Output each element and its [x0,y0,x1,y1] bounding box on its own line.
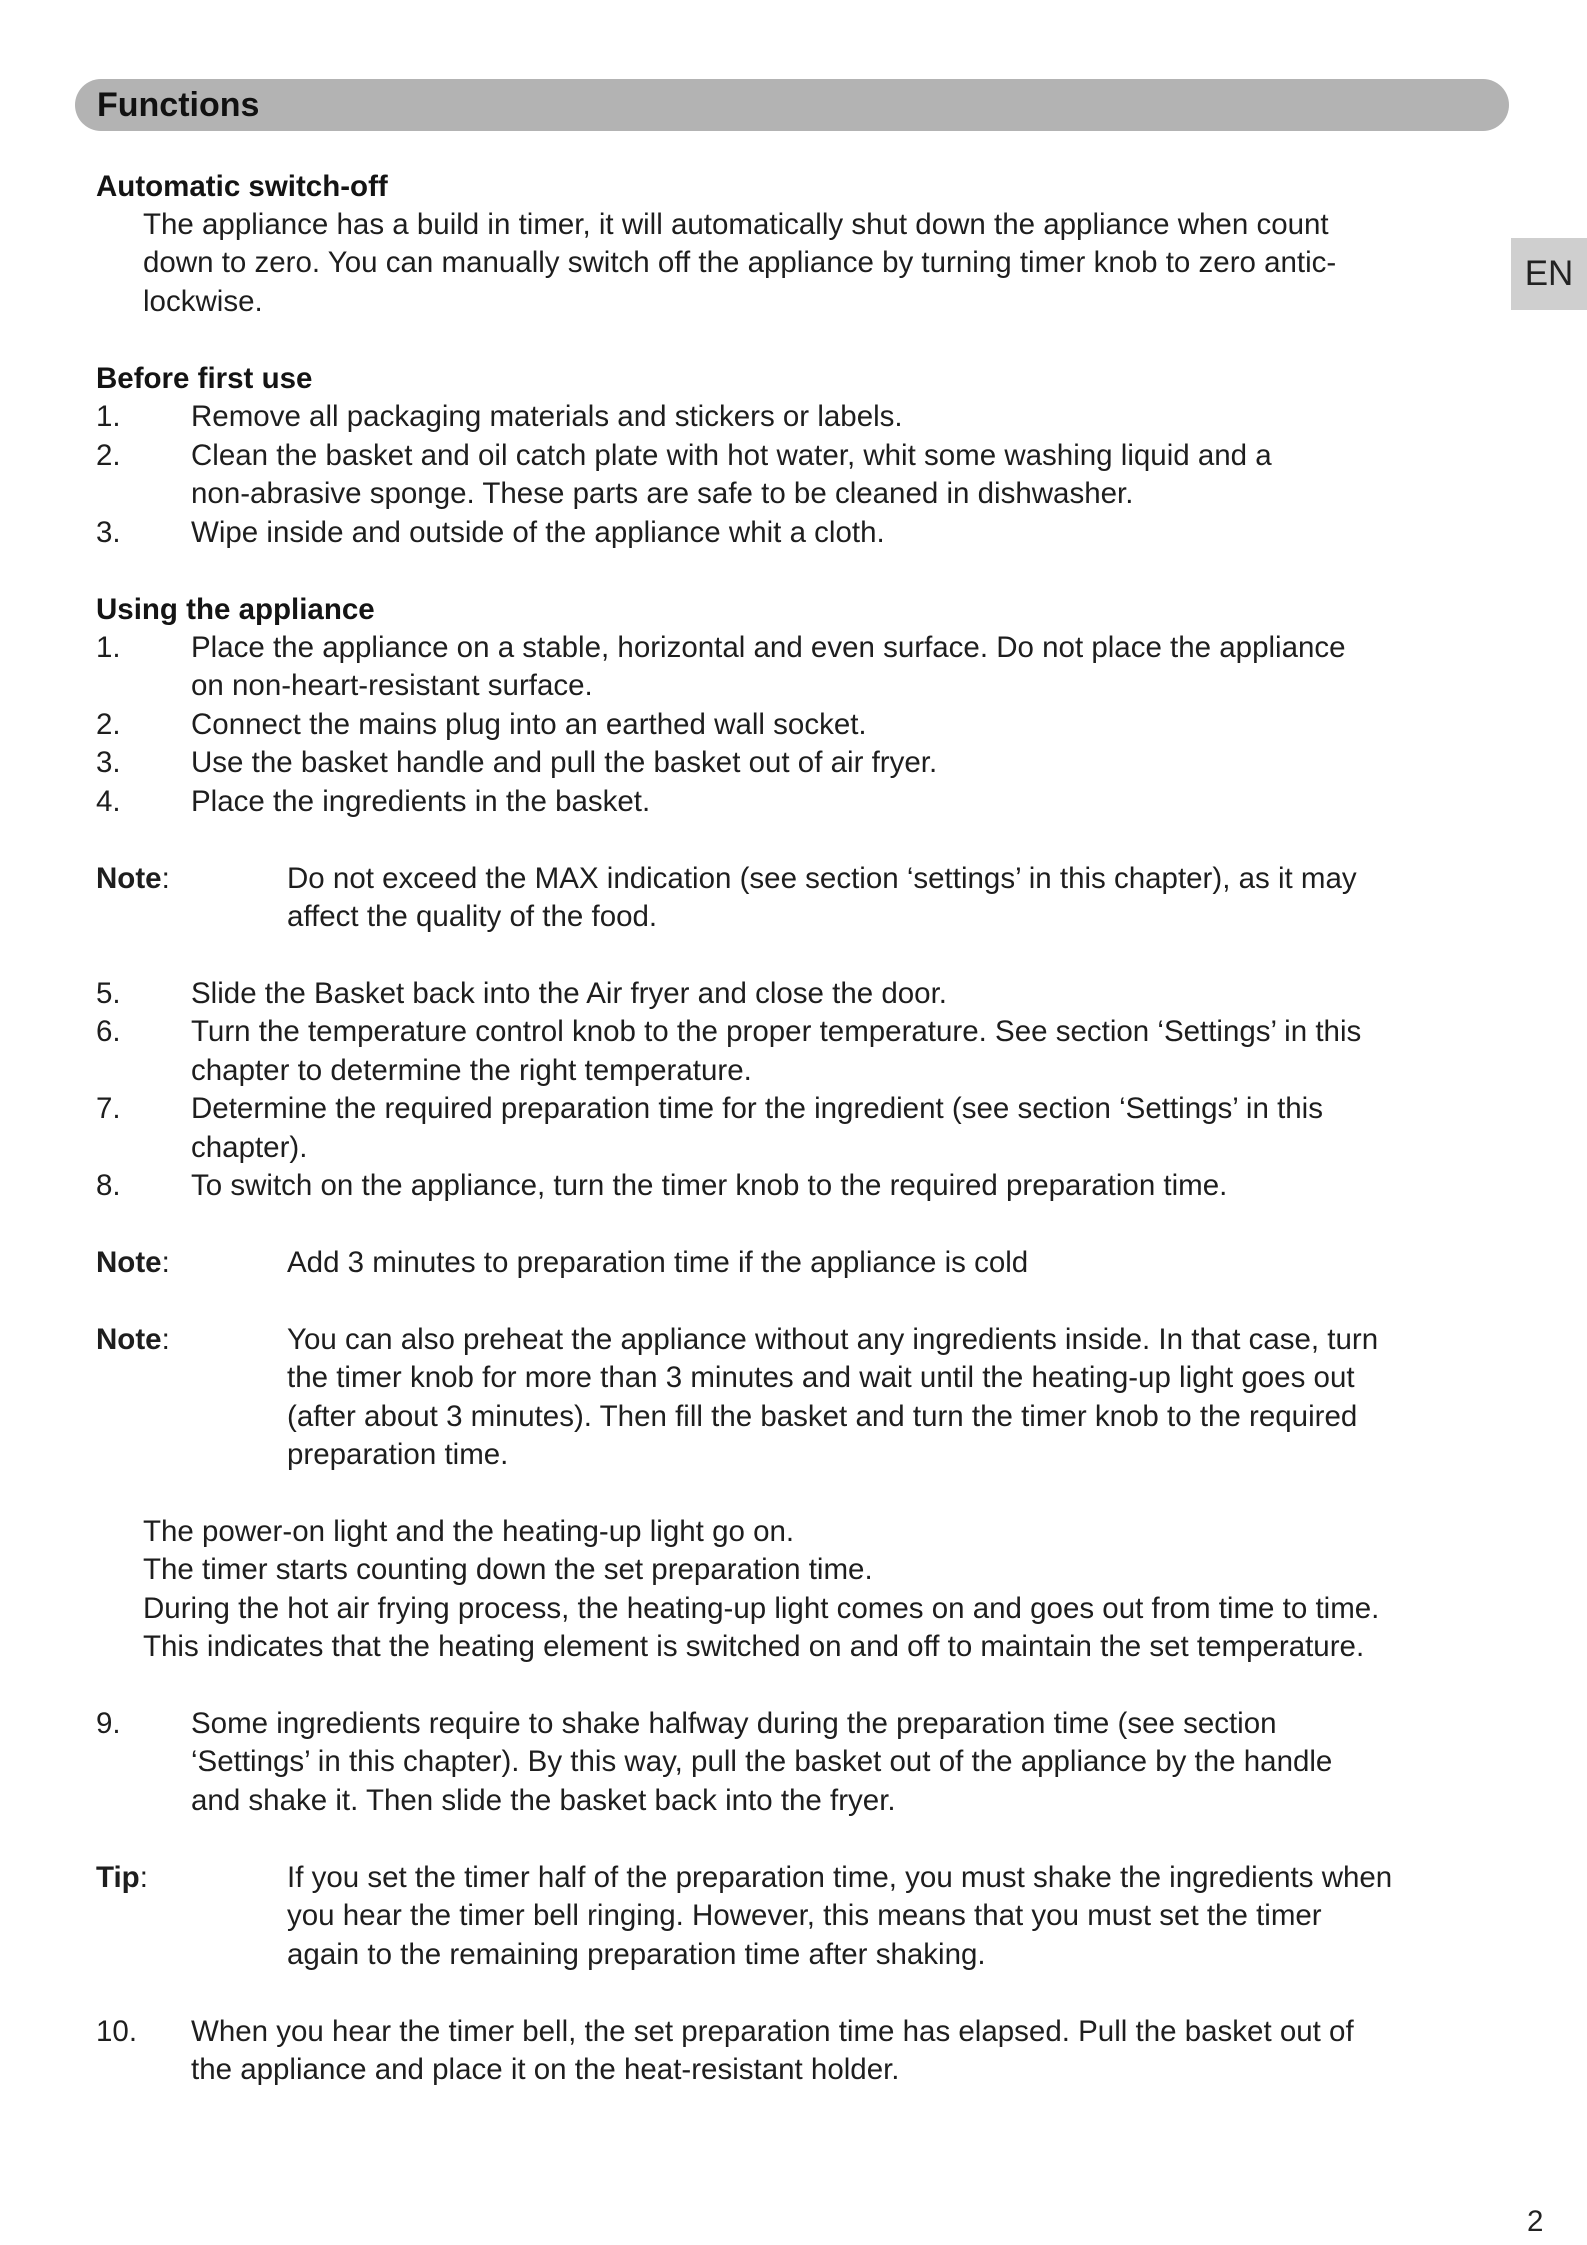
list-item-text: To switch on the appliance, turn the timer knob to the required preparation time. [191,1169,1228,1202]
note-label [96,860,170,899]
list-item-text: Place the appliance on a stable, horizontal and even surface. Do not place the appliance [191,631,1346,664]
list-number: 10. [96,2015,138,2048]
list-item-text: and shake it. Then slide the basket back into the fryer. [191,1784,896,1817]
note-label-colon: : [161,1246,170,1279]
note-text: (after about 3 minutes). Then fill the basket and turn the timer knob to the required [287,1400,1358,1433]
note-label-word: Note [96,862,162,895]
note-label-colon: : [161,1323,170,1356]
note-text: affect the quality of the food. [287,900,658,933]
list-number: 7. [96,1092,121,1125]
info-line: The timer starts counting down the set preparation time. [143,1553,873,1586]
tip-label-word: Tip [96,1861,140,1894]
list-number: 8. [96,1169,121,1202]
list-item-text: When you hear the timer bell, the set preparation time has elapsed. Pull the basket out of [191,2015,1354,2048]
auto-off-line: The appliance has a build in timer, it will automatically shut down the appliance when count [143,208,1329,241]
list-item-text: Turn the temperature control knob to the proper temperature. See section ‘Settings’ in this [191,1015,1362,1048]
list-number: 4. [96,785,121,818]
info-line: During the hot air frying process, the heating-up light comes on and goes out from time to time. [143,1592,1380,1625]
list-number: 3. [96,516,121,549]
list-number: 6. [96,1015,121,1048]
list-item-text: chapter to determine the right temperature. [191,1054,752,1087]
list-number: 1. [96,400,121,433]
heading-before-first-use: Before first use [96,362,313,395]
info-line: This indicates that the heating element is switched on and off to maintain the set temperature. [143,1630,1365,1663]
note-label-colon: : [161,862,170,895]
list-item-text: Clean the basket and oil catch plate with hot water, whit some washing liquid and a [191,439,1272,472]
tip-label [96,1859,148,1898]
list-item-text: Some ingredients require to shake halfway during the preparation time (see section [191,1707,1277,1740]
list-item-text: chapter). [191,1131,308,1164]
list-item-text: the appliance and place it on the heat-resistant holder. [191,2053,900,2086]
list-number: 5. [96,977,121,1010]
auto-off-line: down to zero. You can manually switch off the appliance by turning timer knob to zero antic- [143,246,1337,279]
list-number: 2. [96,708,121,741]
list-item-text: Remove all packaging materials and stickers or labels. [191,400,903,433]
list-item-text: Connect the mains plug into an earthed wall socket. [191,708,867,741]
tip-label-colon: : [139,1861,148,1894]
note-text: Do not exceed the MAX indication (see section ‘settings’ in this chapter), as it may [287,862,1357,895]
heading-using-the-appliance: Using the appliance [96,593,375,626]
list-item-text: ‘Settings’ in this chapter). By this way, pull the basket out of the appliance by the handle [191,1745,1333,1778]
language-tab: EN [1511,238,1587,310]
page-number: 2 [1527,2205,1544,2238]
list-number: 9. [96,1707,121,1740]
section-header-bar [75,79,1509,131]
heading-automatic-switch-off: Automatic switch-off [96,170,388,203]
tip-text: you hear the timer bell ringing. However, this means that you must set the timer [287,1899,1322,1932]
note-text: the timer knob for more than 3 minutes and wait until the heating-up light goes out [287,1361,1355,1394]
list-number: 3. [96,746,121,779]
info-line: The power-on light and the heating-up light go on. [143,1515,795,1548]
note-label-word: Note [96,1246,162,1279]
note-text: You can also preheat the appliance without any ingredients inside. In that case, turn [287,1323,1379,1356]
note-label-word: Note [96,1323,162,1356]
note-label [96,1244,170,1283]
section-title: Functions [97,86,260,124]
tip-text: again to the remaining preparation time after shaking. [287,1938,986,1971]
list-item-text: non-abrasive sponge. These parts are safe to be cleaned in dishwasher. [191,477,1134,510]
note-text: preparation time. [287,1438,509,1471]
list-item-text: on non-heart-resistant surface. [191,669,593,702]
list-item-text: Slide the Basket back into the Air fryer and close the door. [191,977,947,1010]
list-item-text: Use the basket handle and pull the basket out of air fryer. [191,746,938,779]
tip-text: If you set the timer half of the preparation time, you must shake the ingredients when [287,1861,1393,1894]
auto-off-line: lockwise. [143,285,263,318]
list-item-text: Wipe inside and outside of the appliance whit a cloth. [191,516,885,549]
list-number: 2. [96,439,121,472]
list-item-text: Place the ingredients in the basket. [191,785,651,818]
note-text: Add 3 minutes to preparation time if the appliance is cold [287,1246,1029,1279]
note-label [96,1321,170,1360]
list-number: 1. [96,631,121,664]
list-item-text: Determine the required preparation time for the ingredient (see section ‘Settings’ in this [191,1092,1323,1125]
